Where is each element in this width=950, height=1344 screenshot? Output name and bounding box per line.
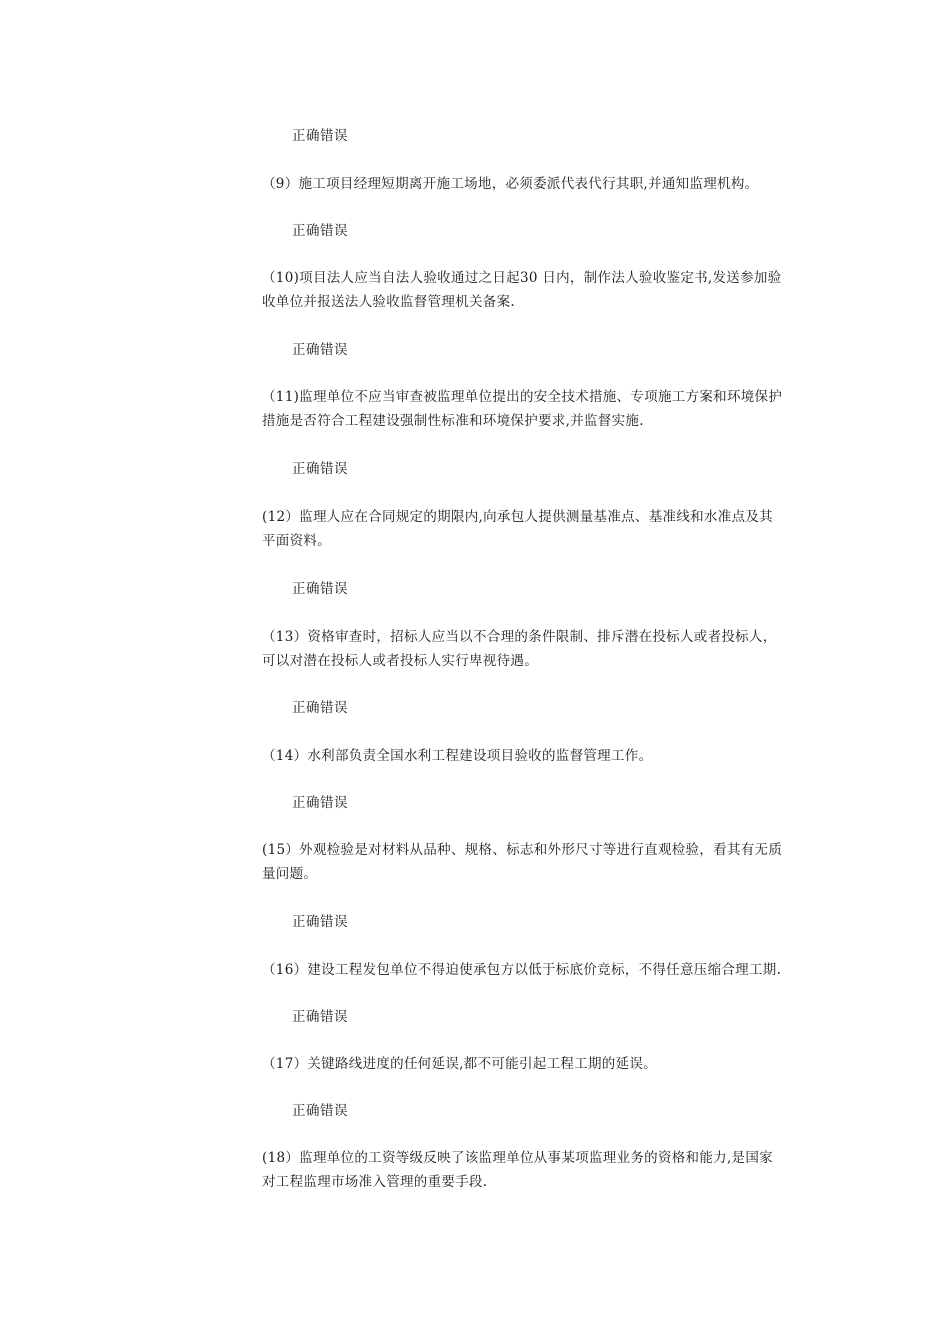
- question-line: 平面资料。: [262, 533, 331, 549]
- answer-options-11: 正确错误: [292, 461, 348, 477]
- answer-options-16: 正确错误: [292, 1009, 348, 1025]
- question-line: （10)项目法人应当自法人验收通过之日起30 日内，制作法人验收鉴定书,发送参加验: [262, 270, 782, 286]
- question-18: [262, 1146, 822, 1194]
- question-9: [262, 172, 822, 196]
- question-line: 措施是否符合工程建设强制性标准和环境保护要求,并监督实施.: [262, 413, 644, 429]
- question-14: [262, 744, 822, 768]
- question-line: 对工程监理市场准入管理的重要手段.: [262, 1174, 488, 1190]
- question-16: [262, 958, 822, 982]
- question-line: (15）外观检验是对材料从品种、规格、标志和外形尺寸等进行直观检验，看其有无质: [262, 842, 783, 858]
- question-line: (12）监理人应在合同规定的期限内,向承包人提供测量基准点、基准线和水准点及其: [262, 509, 773, 525]
- question-line: （9）施工项目经理短期离开施工场地，必须委派代表代行其职,并通知监理机构。: [262, 176, 759, 192]
- question-line: 量问题。: [262, 866, 318, 882]
- question-line: （17）关键路线进度的任何延误,都不可能引起工程工期的延误。: [262, 1056, 657, 1072]
- answer-options-17: 正确错误: [292, 1103, 348, 1119]
- question-line: (18）监理单位的工资等级反映了该监理单位从事某项监理业务的资格和能力,是国家: [262, 1150, 773, 1166]
- answer-options-10: 正确错误: [292, 342, 348, 358]
- question-line: （11)监理单位不应当审查被监理单位提出的安全技术措施、专项施工方案和环境保护: [262, 389, 783, 405]
- question-17: [262, 1052, 822, 1076]
- question-line: 收单位并报送法人验收监督管理机关备案.: [262, 294, 515, 310]
- answer-options-13: 正确错误: [292, 700, 348, 716]
- question-line: （16）建设工程发包单位不得迫使承包方以低于标底价竞标，不得任意压缩合理工期.: [262, 962, 782, 978]
- question-line: 可以对潜在投标人或者投标人实行卑视待遇。: [262, 653, 538, 669]
- answer-options-15: 正确错误: [292, 914, 348, 930]
- question-line: （14）水利部负责全国水利工程建设项目验收的监督管理工作。: [262, 748, 653, 764]
- question-13: [262, 625, 822, 673]
- question-10: [262, 266, 822, 314]
- question-line: （13）资格审查时，招标人应当以不合理的条件限制、排斥潜在投标人或者投标人，: [262, 629, 777, 645]
- question-12: [262, 505, 822, 553]
- answer-options-14: 正确错误: [292, 795, 348, 811]
- question-15: [262, 838, 822, 886]
- answer-options-12: 正确错误: [292, 581, 348, 597]
- answer-options-9: 正确错误: [292, 223, 348, 239]
- answer-options-8: 正确错误: [292, 128, 348, 144]
- question-11: [262, 385, 822, 433]
